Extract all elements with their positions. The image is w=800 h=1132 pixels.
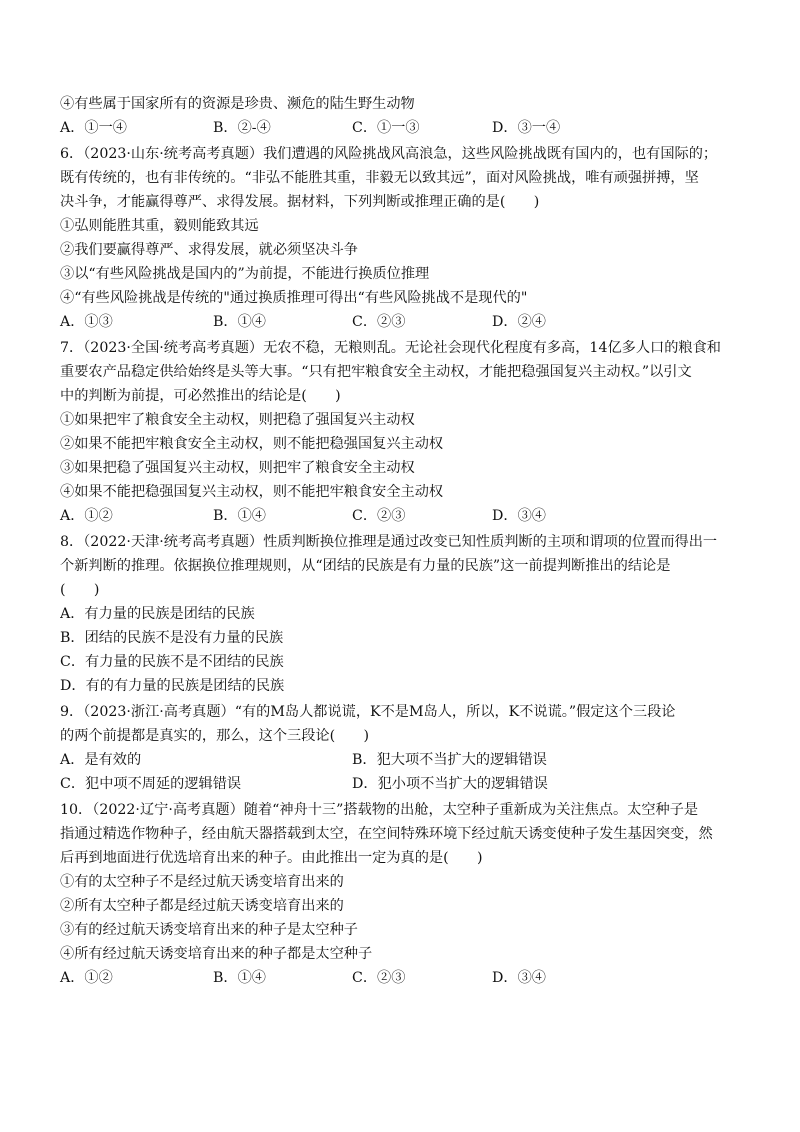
q7-statement-4: ④如果不能把稳强国复兴主动权，则不能把牢粮食安全主动权 (60, 484, 444, 500)
q5-option-c[interactable]: C．①一③ (352, 120, 420, 136)
q6-statement-2: ②我们要赢得尊严、求得发展，就必须坚决斗争 (60, 242, 358, 258)
q6-stem-line-3: 决斗争，才能赢得尊严、求得发展。据材料，下列判断或推理正确的是( ) (60, 194, 540, 210)
question-9 (60, 700, 750, 796)
q10-option-a[interactable]: A．①② (60, 970, 113, 986)
q7-statement-2: ②如果不能把牢粮食安全主动权，则不能把稳强国复兴主动权 (60, 436, 444, 452)
q6-statement-3: ③以“有些风险挑战是国内的”为前提，不能进行换质位推理 (60, 266, 430, 282)
q9-stem-line-1: 9．（2023·浙江·高考真题）“有的M岛人都说谎，K不是M岛人，所以，K不说谎。”假定这个三段论 (60, 704, 676, 720)
question-6 (60, 142, 750, 334)
q9-stem-line-2: 的两个前提都是真实的，那么，这个三段论( ) (60, 728, 370, 744)
q10-options (60, 966, 750, 990)
q5-option-d[interactable]: D．③一④ (492, 120, 561, 136)
q9-option-d[interactable]: D．犯小项不当扩大的逻辑错误 (352, 776, 548, 792)
q6-stem-line-2: 既有传统的，也有非传统的。“非弘不能胜其重，非毅无以致其远”，面对风险挑战，唯有顽强拼搏，坚 (60, 170, 699, 186)
q6-option-c[interactable]: C．②③ (352, 314, 406, 330)
q5-option-b[interactable]: B．②-④ (213, 120, 271, 136)
question-10 (60, 798, 750, 990)
q6-options (60, 310, 750, 334)
q5-option-a[interactable]: A．①一④ (60, 120, 127, 136)
q6-statement-1: ①弘则能胜其重，毅则能致其远 (60, 218, 259, 234)
q7-statement-1: ①如果把牢了粮食安全主动权，则把稳了强国复兴主动权 (60, 412, 415, 428)
q8-option-c[interactable]: C．有力量的民族不是不团结的民族 (60, 654, 284, 670)
question-7 (60, 336, 750, 528)
q8-stem-line-1: 8．（2022·天津·统考高考真题）性质判断换位推理是通过改变已知性质判断的主项和谓项的位置而得出一 (60, 534, 718, 550)
q7-option-c[interactable]: C．②③ (352, 508, 406, 524)
q8-option-d[interactable]: D．有的有力量的民族是团结的民族 (60, 678, 285, 694)
q10-stem-line-1: 10．（2022·辽宁·高考真题）随着“神舟十三”搭载物的出舱，太空种子重新成为关注焦点。太空种子是 (60, 802, 699, 818)
q9-option-c[interactable]: C．犯中项不周延的逻辑错误 (60, 776, 242, 792)
q8-option-a[interactable]: A．有力量的民族是团结的民族 (60, 606, 255, 622)
q7-option-b[interactable]: B．①④ (213, 508, 266, 524)
q7-statement-3: ③如果把稳了强国复兴主动权，则把牢了粮食安全主动权 (60, 460, 415, 476)
q10-option-b[interactable]: B．①④ (213, 970, 266, 986)
q9-options-row-1 (60, 748, 750, 772)
q5-options (60, 116, 750, 140)
q6-stem-line-1: 6．（2023·山东·统考高考真题）我们遭遇的风险挑战风高浪急，这些风险挑战既有国内的，也有国际的； (60, 146, 718, 162)
q7-stem-line-2: 重要农产品稳定供给始终是头等大事。“只有把牢粮食安全主动权，才能把稳强国复兴主动权。”以引文 (60, 364, 692, 380)
q8-stem-line-3: ( ) (60, 582, 100, 598)
q5-statement-4: ④有些属于国家所有的资源是珍贵、濒危的陆生野生动物 (60, 96, 415, 112)
q6-option-a[interactable]: A．①③ (60, 314, 113, 330)
q7-stem-line-1: 7．（2023·全国·统考高考真题）无农不稳，无粮则乱。无论社会现代化程度有多高，14亿多人口的粮食和 (60, 340, 721, 356)
q10-statement-1: ①有的太空种子不是经过航天诱变培育出来的 (60, 874, 344, 890)
q9-options-row-2 (60, 772, 750, 796)
q9-option-a[interactable]: A．是有效的 (60, 752, 142, 768)
q10-stem-line-2: 指通过精选作物种子，经由航天器搭载到太空，在空间特殊环境下经过航天诱变使种子发生基因突变，然 (60, 826, 713, 842)
q10-option-c[interactable]: C．②③ (352, 970, 406, 986)
q10-option-d[interactable]: D．③④ (492, 970, 546, 986)
q6-option-d[interactable]: D．②④ (492, 314, 546, 330)
question-8 (60, 530, 750, 698)
q10-statement-2: ②所有太空种子都是经过航天诱变培育出来的 (60, 898, 344, 914)
q7-option-d[interactable]: D．③④ (492, 508, 546, 524)
q10-statement-3: ③有的经过航天诱变培育出来的种子是太空种子 (60, 922, 358, 938)
q7-stem-line-3: 中的判断为前提，可必然推出的结论是( ) (60, 388, 341, 404)
q10-statement-4: ④所有经过航天诱变培育出来的种子都是太空种子 (60, 946, 373, 962)
q6-option-b[interactable]: B．①④ (213, 314, 266, 330)
q8-stem-line-2: 个新判断的推理。依据换位推理规则，从“团结的民族是有力量的民族”这一前提判断推出的结论是 (60, 558, 671, 574)
q7-option-a[interactable]: A．①② (60, 508, 113, 524)
q6-statement-4: ④“有些风险挑战是传统的"通过换质推理可得出“有些风险挑战不是现代的" (60, 290, 528, 306)
q9-option-b[interactable]: B．犯大项不当扩大的逻辑错误 (352, 752, 547, 768)
exam-page (60, 92, 750, 990)
q10-stem-line-3: 后再到地面进行优选培育出来的种子。由此推出一定为真的是( ) (60, 850, 483, 866)
q8-option-b[interactable]: B．团结的民族不是没有力量的民族 (60, 630, 284, 646)
q7-options (60, 504, 750, 528)
